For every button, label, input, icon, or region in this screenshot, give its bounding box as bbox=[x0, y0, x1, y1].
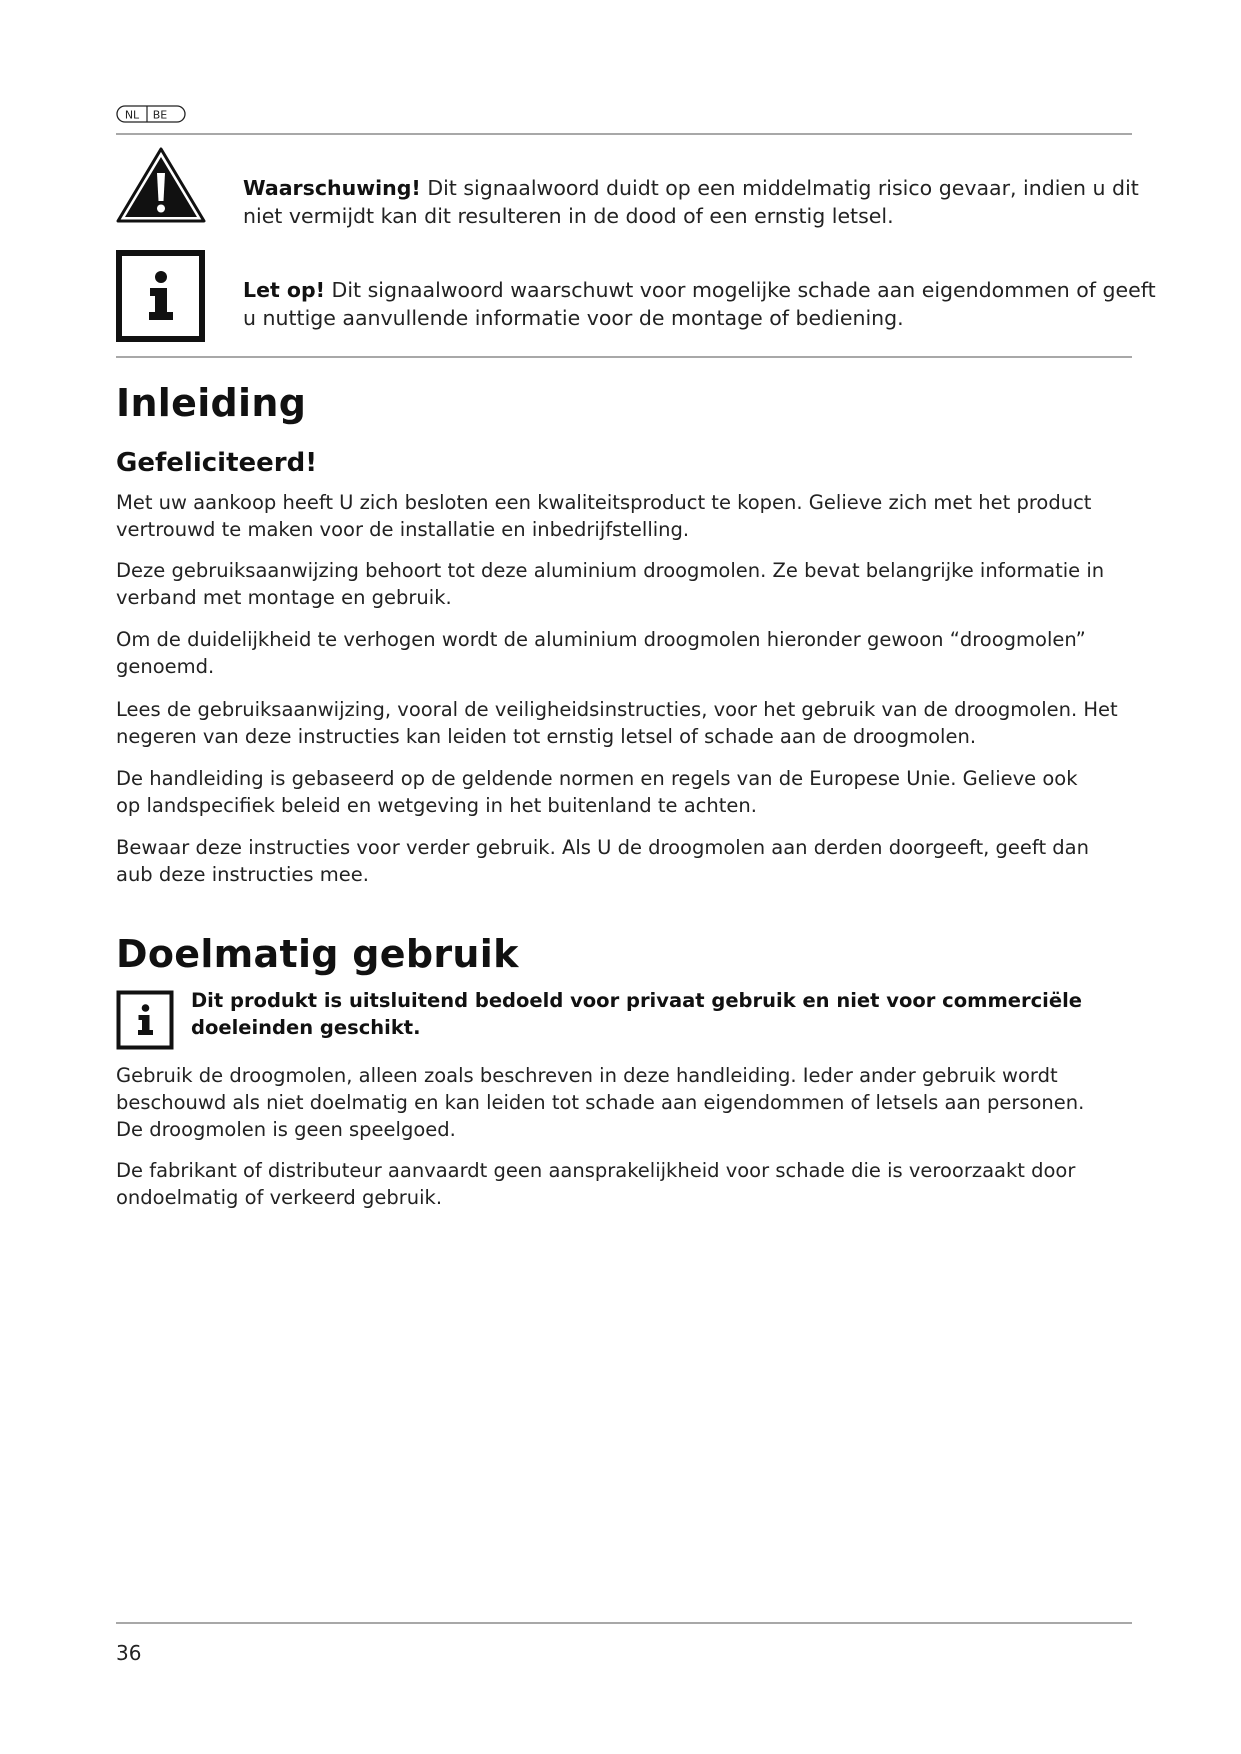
paragraph-line: vertrouwd te maken voor de installatie en inbedrijfstelling. bbox=[116, 518, 690, 541]
intro-paragraph bbox=[116, 489, 1126, 543]
section-title-introduction: Inleiding bbox=[116, 381, 307, 425]
intro-paragraph bbox=[116, 765, 1126, 819]
paragraph-line: op landspecifiek beleid en wetgeving in het buitenland te achten. bbox=[116, 794, 757, 817]
info-line: doeleinden geschikt. bbox=[191, 1016, 421, 1039]
header-divider bbox=[116, 133, 1132, 135]
info-icon bbox=[116, 250, 205, 346]
paragraph-line: genoemd. bbox=[116, 655, 215, 678]
language-code-be: BE bbox=[152, 108, 168, 122]
paragraph-line: Met uw aankoop heeft U zich besloten een kwaliteitsproduct te kopen. Gelieve zich met het product bbox=[116, 491, 1092, 514]
paragraph-line: Bewaar deze instructies voor verder gebruik. Als U de droogmolen aan derden doorgeeft, geeft dan bbox=[116, 836, 1089, 859]
paragraph-line: De droogmolen is geen speelgoed. bbox=[116, 1118, 456, 1141]
warning-text-line-1: Dit signaalwoord duidt op een middelmatig risico gevaar, indien u dit bbox=[420, 176, 1139, 200]
warning-text-line-2: niet vermijdt kan dit resulteren in de dood of een ernstig letsel. bbox=[243, 204, 894, 228]
paragraph-line: verband met montage en gebruik. bbox=[116, 586, 452, 609]
paragraph-line: Gebruik de droogmolen, alleen zoals beschreven in deze handleiding. Ieder ander gebruik wordt bbox=[116, 1064, 1058, 1087]
footer-divider bbox=[116, 1622, 1132, 1624]
subsection-title-congratulations: Gefeliciteerd! bbox=[116, 448, 318, 478]
attention-keyword: Let op! bbox=[243, 278, 326, 302]
intro-paragraph bbox=[116, 696, 1126, 750]
page-number: 36 bbox=[116, 1641, 142, 1665]
info-line: Dit produkt is uitsluitend bedoeld voor privaat gebruik en niet voor commerciële bbox=[191, 989, 1082, 1012]
warning-notice bbox=[243, 174, 1143, 230]
warning-keyword: Waarschuwing! bbox=[243, 176, 421, 200]
paragraph-line: Deze gebruiksaanwijzing behoort tot deze aluminium droogmolen. Ze bevat belangrijke informatie in bbox=[116, 559, 1105, 582]
attention-text-line-1: Dit signaalwoord waarschuwt voor mogelijke schade aan eigendommen of geeft bbox=[325, 278, 1156, 302]
notices-divider bbox=[116, 356, 1132, 358]
intended-use-info bbox=[191, 987, 1091, 1041]
paragraph-line: ondoelmatig of verkeerd gebruik. bbox=[116, 1186, 443, 1209]
info-icon bbox=[116, 990, 174, 1054]
intended-use-paragraph bbox=[116, 1157, 1126, 1211]
intro-paragraph bbox=[116, 834, 1126, 888]
paragraph-line: beschouwd als niet doelmatig en kan leiden tot schade aan eigendommen of letsels aan personen. bbox=[116, 1091, 1085, 1114]
language-badge bbox=[116, 105, 186, 123]
section-title-intended-use: Doelmatig gebruik bbox=[116, 932, 519, 976]
paragraph-line: Lees de gebruiksaanwijzing, vooral de veiligheidsinstructies, voor het gebruik van de droogmolen. Het bbox=[116, 698, 1118, 721]
warning-triangle-icon bbox=[115, 146, 207, 228]
paragraph-line: Om de duidelijkheid te verhogen wordt de aluminium droogmolen hieronder gewoon “droogmolen” bbox=[116, 628, 1086, 651]
paragraph-line: De fabrikant of distributeur aanvaardt geen aansprakelijkheid voor schade die is veroorzaakt door bbox=[116, 1159, 1076, 1182]
intended-use-paragraph bbox=[116, 1062, 1126, 1143]
language-code-nl: NL bbox=[124, 108, 140, 122]
paragraph-line: negeren van deze instructies kan leiden tot ernstig letsel of schade aan de droogmolen. bbox=[116, 725, 977, 748]
paragraph-line: aub deze instructies mee. bbox=[116, 863, 369, 886]
attention-notice bbox=[243, 276, 1156, 332]
intro-paragraph bbox=[116, 626, 1126, 680]
intro-paragraph bbox=[116, 557, 1126, 611]
attention-text-line-2: u nuttige aanvullende informatie voor de montage of bediening. bbox=[243, 306, 904, 330]
paragraph-line: De handleiding is gebaseerd op de geldende normen en regels van de Europese Unie. Gelieve ook bbox=[116, 767, 1078, 790]
